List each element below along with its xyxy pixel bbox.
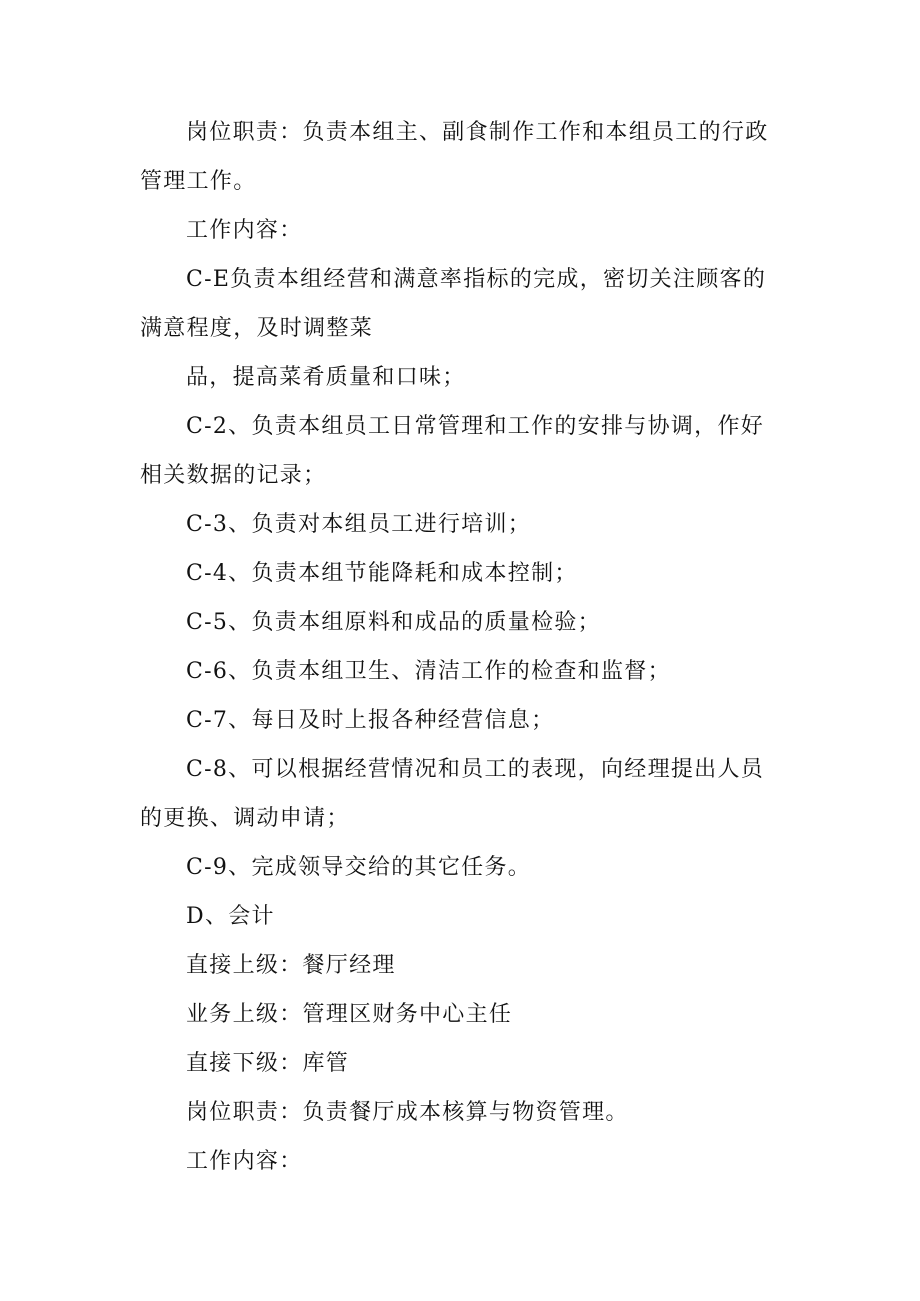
paragraph-item-c-9: C-9、完成领导交给的其它任务。 bbox=[186, 855, 532, 880]
paragraph-item-c-6: C-6、负责本组卫生、清洁工作的检查和监督； bbox=[186, 659, 671, 684]
paragraph-direct-superior: 直接上级：餐厅经理 bbox=[186, 953, 396, 978]
paragraph-item-c-e-continued: 品，提高菜肴质量和口味； bbox=[186, 365, 466, 390]
paragraph-item-c-8: C-8、可以根据经营情况和员工的表现，向经理提出人员的更换、调动申请； bbox=[140, 757, 765, 831]
paragraph-item-c-e: C-E负责本组经营和满意率指标的完成，密切关注顾客的满意程度，及时调整菜 bbox=[140, 267, 767, 341]
paragraph-accountant-responsibilities: 岗位职责：负责餐厅成本核算与物资管理。 bbox=[186, 1100, 629, 1125]
paragraph-item-c-3: C-3、负责对本组员工进行培训； bbox=[186, 512, 532, 537]
section-heading-accountant: D、会计 bbox=[186, 904, 275, 929]
paragraph-accountant-work-content: 工作内容： bbox=[186, 1149, 303, 1174]
document-page bbox=[140, 108, 785, 1186]
paragraph-item-c-2: C-2、负责本组员工日常管理和工作的安排与协调，作好相关数据的记录； bbox=[140, 414, 765, 488]
paragraph-direct-subordinate: 直接下级：库管 bbox=[186, 1051, 350, 1076]
paragraph-responsibilities: 岗位职责：负责本组主、副食制作工作和本组员工的行政管理工作。 bbox=[140, 120, 769, 194]
paragraph-business-superior: 业务上级：管理区财务中心主任 bbox=[186, 1002, 513, 1027]
paragraph-item-c-5: C-5、负责本组原料和成品的质量检验； bbox=[186, 610, 601, 635]
paragraph-work-content-heading: 工作内容： bbox=[186, 218, 303, 243]
paragraph-item-c-7: C-7、每日及时上报各种经营信息； bbox=[186, 708, 555, 733]
paragraph-item-c-4: C-4、负责本组节能降耗和成本控制； bbox=[186, 561, 578, 586]
